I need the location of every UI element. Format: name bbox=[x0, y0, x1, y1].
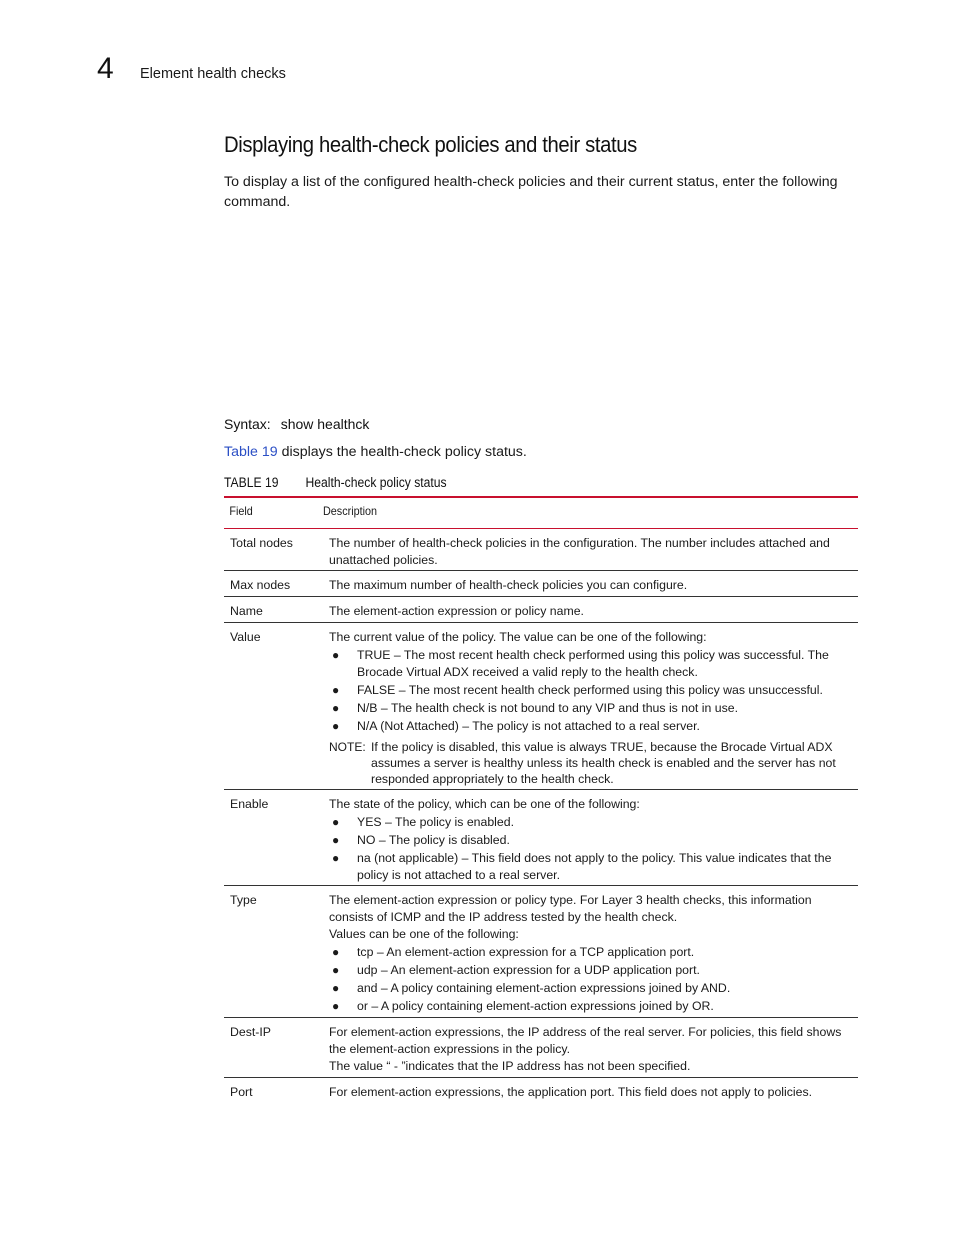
table-row bbox=[224, 529, 858, 571]
list-item bbox=[329, 962, 854, 979]
bullet-icon: ● bbox=[332, 981, 340, 995]
table-title: Health-check policy status bbox=[305, 475, 447, 490]
table-row bbox=[224, 1018, 858, 1078]
note-text: If the policy is disabled, this value is always TRUE, because the Brocade Virtual ADX assumes a server is healthy unless its health check is enabled and the server has not responded appropriately to the health check. bbox=[371, 740, 836, 786]
bullet-icon: ● bbox=[332, 833, 340, 847]
list-item bbox=[329, 718, 854, 735]
table-row bbox=[224, 623, 858, 790]
list-item-text: udp – An element-action expression for a UDP application port. bbox=[357, 963, 700, 977]
table-reference-text: displays the health-check policy status. bbox=[277, 444, 527, 460]
description-cell: For element-action expressions, the application port. This field does not apply to policies. bbox=[329, 1085, 813, 1099]
description-cell: The element-action expression or policy name. bbox=[329, 604, 584, 618]
bullet-icon: ● bbox=[332, 683, 340, 697]
field-cell: Value bbox=[230, 630, 261, 644]
description-cell bbox=[329, 886, 858, 1017]
description-text: Values can be one of the following: bbox=[329, 927, 519, 941]
list-item bbox=[329, 700, 854, 717]
bullet-icon: ● bbox=[332, 999, 340, 1013]
bullet-icon: ● bbox=[332, 945, 340, 959]
description-cell bbox=[329, 790, 858, 885]
table-row bbox=[224, 571, 858, 597]
description-cell bbox=[329, 1018, 858, 1077]
list-item-text: NO – The policy is disabled. bbox=[357, 833, 510, 847]
list-item-text: N/B – The health check is not bound to any VIP and thus is not in use. bbox=[357, 701, 738, 715]
description-cell: The maximum number of health-check policies you can configure. bbox=[329, 578, 688, 592]
list-item bbox=[329, 832, 854, 849]
list-item-text: N/A (Not Attached) – The policy is not attached to a real server. bbox=[357, 719, 700, 733]
bullet-icon: ● bbox=[332, 648, 340, 662]
note-label: NOTE: bbox=[329, 740, 366, 754]
note bbox=[329, 739, 854, 787]
table-caption bbox=[224, 475, 447, 490]
syntax-command: show healthck bbox=[280, 416, 370, 432]
field-cell: Type bbox=[230, 893, 257, 907]
table-row bbox=[224, 1078, 858, 1104]
chapter-number: 4 bbox=[97, 52, 114, 85]
list-item bbox=[329, 850, 854, 884]
health-check-table bbox=[224, 496, 858, 1104]
bullet-icon: ● bbox=[332, 963, 340, 977]
list-item bbox=[329, 998, 854, 1015]
description-text: The element-action expression or policy type. For Layer 3 health checks, this information consists of ICMP and the IP address tested by the health check. bbox=[329, 893, 812, 924]
field-cell: Port bbox=[230, 1085, 253, 1099]
section-heading: Displaying health-check policies and their status bbox=[224, 132, 637, 157]
table-label: TABLE 19 bbox=[224, 475, 279, 490]
header-description: Description bbox=[323, 504, 378, 518]
syntax-label: Syntax: bbox=[224, 416, 271, 432]
bullet-icon: ● bbox=[332, 815, 340, 829]
bullet-icon: ● bbox=[332, 719, 340, 733]
list-item-text: YES – The policy is enabled. bbox=[357, 815, 514, 829]
header-field: Field bbox=[229, 504, 253, 518]
field-cell: Enable bbox=[230, 797, 269, 811]
list-item bbox=[329, 647, 854, 681]
table-row bbox=[224, 597, 858, 623]
description-text: The current value of the policy. The value can be one of the following: bbox=[329, 630, 707, 644]
bullet-icon: ● bbox=[332, 851, 340, 865]
bullet-icon: ● bbox=[332, 701, 340, 715]
field-cell: Max nodes bbox=[230, 578, 291, 592]
intro-paragraph: To display a list of the configured health-check policies and their current status, enter the following command. bbox=[224, 174, 838, 210]
table-reference bbox=[224, 444, 527, 460]
description-text: The state of the policy, which can be one of the following: bbox=[329, 797, 640, 811]
description-cell: The number of health-check policies in the configuration. The number includes attached and unattached policies. bbox=[329, 536, 830, 567]
list-item bbox=[329, 944, 854, 961]
table-row bbox=[224, 790, 858, 886]
table-row bbox=[224, 886, 858, 1018]
description-text: For element-action expressions, the IP address of the real server. For policies, this field shows the element-action expressions in the policy. bbox=[329, 1025, 842, 1056]
list-item bbox=[329, 682, 854, 699]
list-item-text: and – A policy containing element-action expressions joined by AND. bbox=[357, 981, 731, 995]
list-item-text: or – A policy containing element-action expressions joined by OR. bbox=[357, 999, 714, 1013]
field-cell: Dest-IP bbox=[230, 1025, 271, 1039]
list-item-text: tcp – An element-action expression for a TCP application port. bbox=[357, 945, 695, 959]
list-item-text: na (not applicable) – This field does not apply to the policy. This value indicates that the policy is not attached to a real server. bbox=[357, 851, 832, 882]
chapter-title: Element health checks bbox=[140, 66, 286, 82]
list-item bbox=[329, 980, 854, 997]
description-text: The value “ - ”indicates that the IP address has not been specified. bbox=[329, 1059, 691, 1073]
table-header bbox=[224, 498, 858, 529]
list-item bbox=[329, 814, 854, 831]
list-item-text: FALSE – The most recent health check performed using this policy was unsuccessful. bbox=[357, 683, 823, 697]
field-cell: Name bbox=[230, 604, 263, 618]
table-link[interactable]: Table 19 bbox=[224, 444, 278, 460]
description-cell bbox=[329, 623, 858, 789]
field-cell: Total nodes bbox=[230, 536, 293, 550]
list-item-text: TRUE – The most recent health check performed using this policy was successful. The Brocade Virtual ADX received a valid reply to the health check. bbox=[357, 648, 829, 679]
syntax-line bbox=[224, 416, 369, 432]
